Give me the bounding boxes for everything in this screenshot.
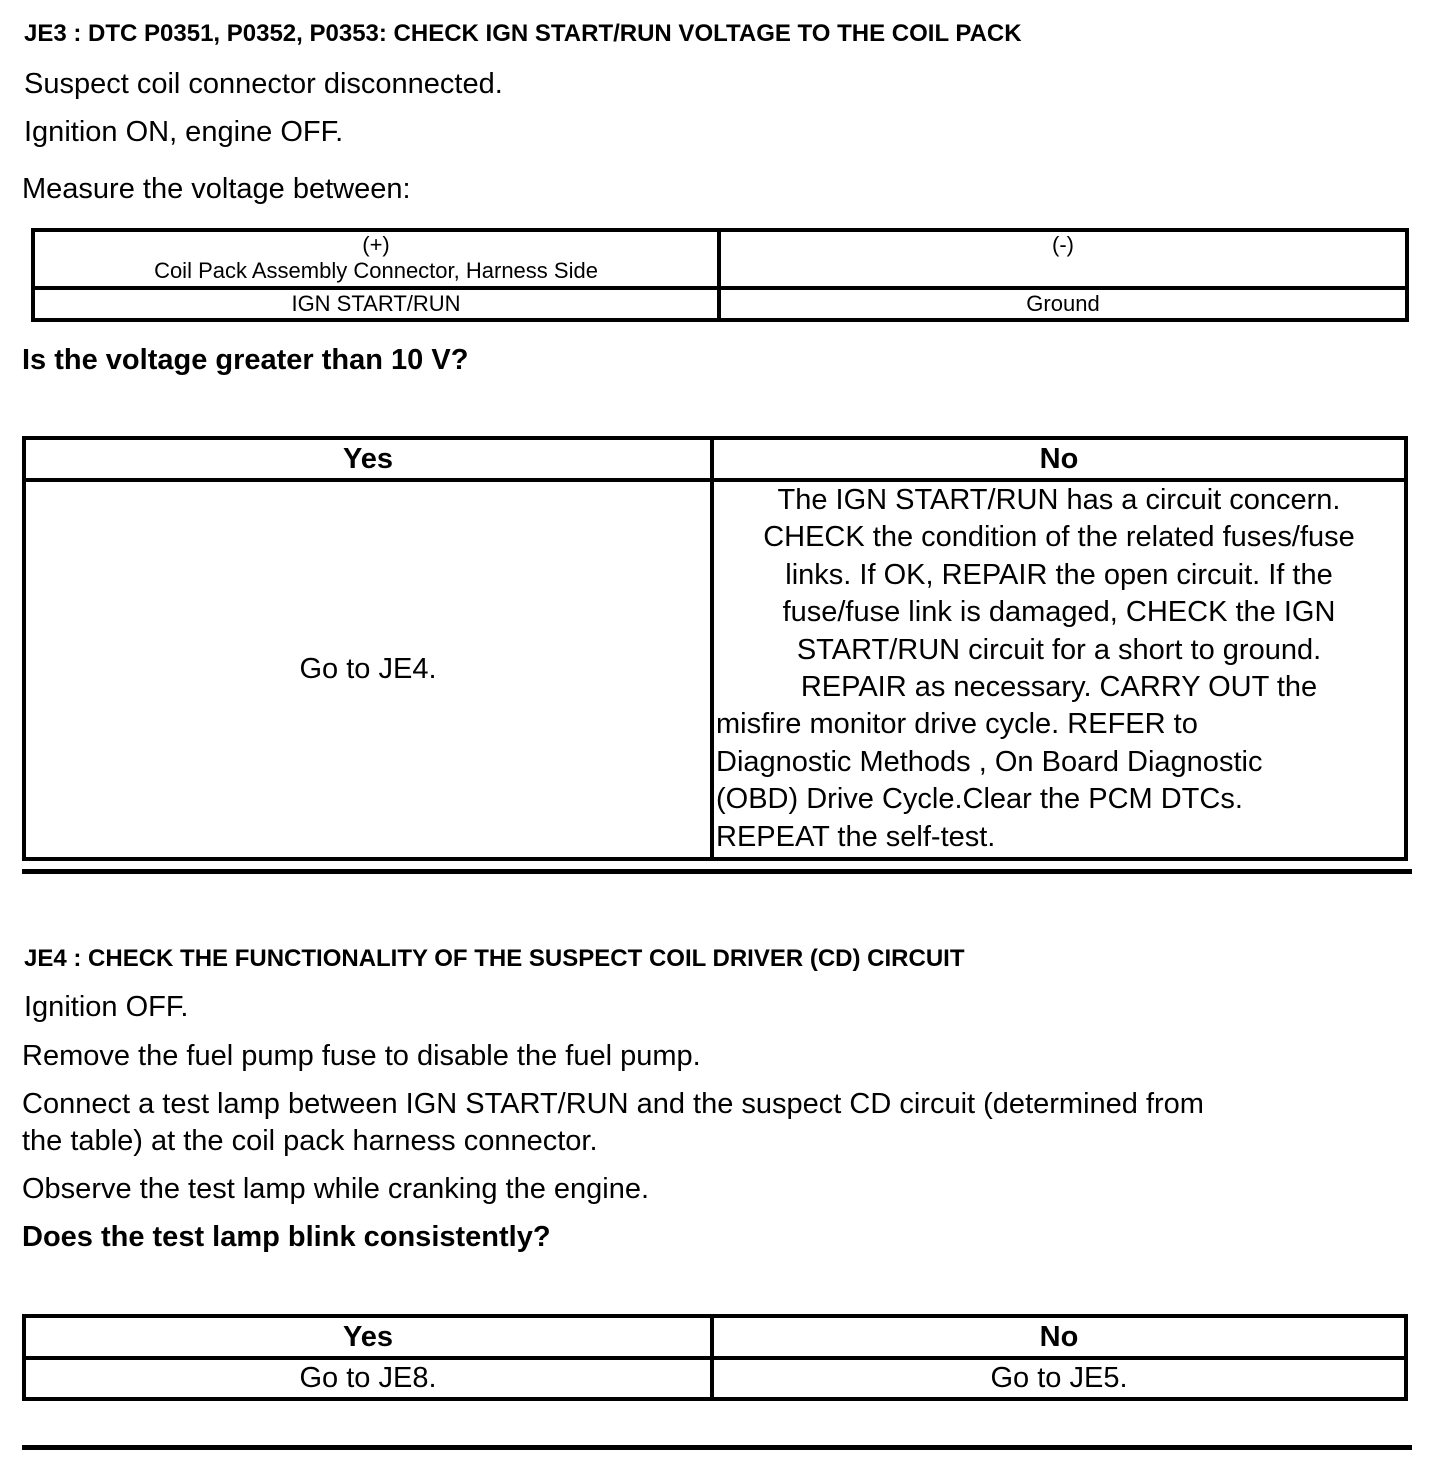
je4-no-action: Go to JE5. [712, 1358, 1406, 1399]
measure-cell-negative: Ground [719, 288, 1407, 320]
je3-header-yes: Yes [24, 438, 712, 480]
je4-question: Does the test lamp blink consistently? [22, 1221, 551, 1253]
measurement-table [31, 228, 1409, 322]
positive-label: (+) [362, 232, 390, 257]
no-line: The IGN START/RUN has a circuit concern. [777, 484, 1341, 516]
je3-header-no: No [712, 438, 1406, 480]
measure-header-positive [33, 230, 719, 288]
je4-step-1: Ignition OFF. [24, 991, 189, 1023]
section-divider-bottom [22, 1445, 1412, 1450]
measure-header-negative [719, 230, 1407, 288]
positive-connector: Coil Pack Assembly Connector, Harness Side [154, 258, 598, 283]
no-line: misfire monitor drive cycle. REFER to [716, 708, 1198, 741]
je3-question: Is the voltage greater than 10 V? [22, 344, 469, 376]
je3-step-2: Ignition ON, engine OFF. [24, 116, 344, 148]
je4-title: JE4 : CHECK THE FUNCTIONALITY OF THE SUSPECT COIL DRIVER (CD) CIRCUIT [24, 945, 965, 972]
je3-step-1: Suspect coil connector disconnected. [24, 68, 503, 100]
no-line: (OBD) Drive Cycle.Clear the PCM DTCs. [716, 783, 1243, 816]
no-line: REPEAT the self-test. [716, 820, 996, 853]
section-divider [22, 869, 1412, 874]
je4-step-3-cont: the table) at the coil pack harness connector. [22, 1125, 598, 1157]
je4-yes-action: Go to JE8. [24, 1358, 712, 1399]
no-line: Diagnostic Methods , On Board Diagnostic [716, 745, 1263, 778]
je3-title: JE3 : DTC P0351, P0352, P0353: CHECK IGN START/RUN VOLTAGE TO THE COIL PACK [24, 20, 1022, 47]
measure-cell-positive: IGN START/RUN [33, 288, 719, 320]
je4-step-4: Observe the test lamp while cranking the engine. [22, 1173, 650, 1205]
je3-answer-table [22, 436, 1408, 861]
je4-answer-table [22, 1314, 1408, 1401]
je3-yes-action: Go to JE4. [24, 480, 712, 859]
je4-step-2: Remove the fuel pump fuse to disable the fuel pump. [22, 1040, 701, 1072]
no-line: links. If OK, REPAIR the open circuit. If the [785, 558, 1333, 591]
je3-step-3: Measure the voltage between: [22, 173, 411, 205]
negative-label: (-) [1052, 232, 1074, 257]
no-line: REPAIR as necessary. CARRY OUT the [800, 671, 1318, 704]
je4-header-yes: Yes [24, 1316, 712, 1358]
no-line: fuse/fuse link is damaged, CHECK the IGN [782, 596, 1336, 629]
je4-step-3: Connect a test lamp between IGN START/RUN and the suspect CD circuit (determined from [22, 1088, 1204, 1120]
no-line: START/RUN circuit for a short to ground. [796, 633, 1322, 666]
je4-header-no: No [712, 1316, 1406, 1358]
je3-no-action [712, 480, 1406, 859]
no-line: CHECK the condition of the related fuses/fuse [763, 521, 1355, 554]
